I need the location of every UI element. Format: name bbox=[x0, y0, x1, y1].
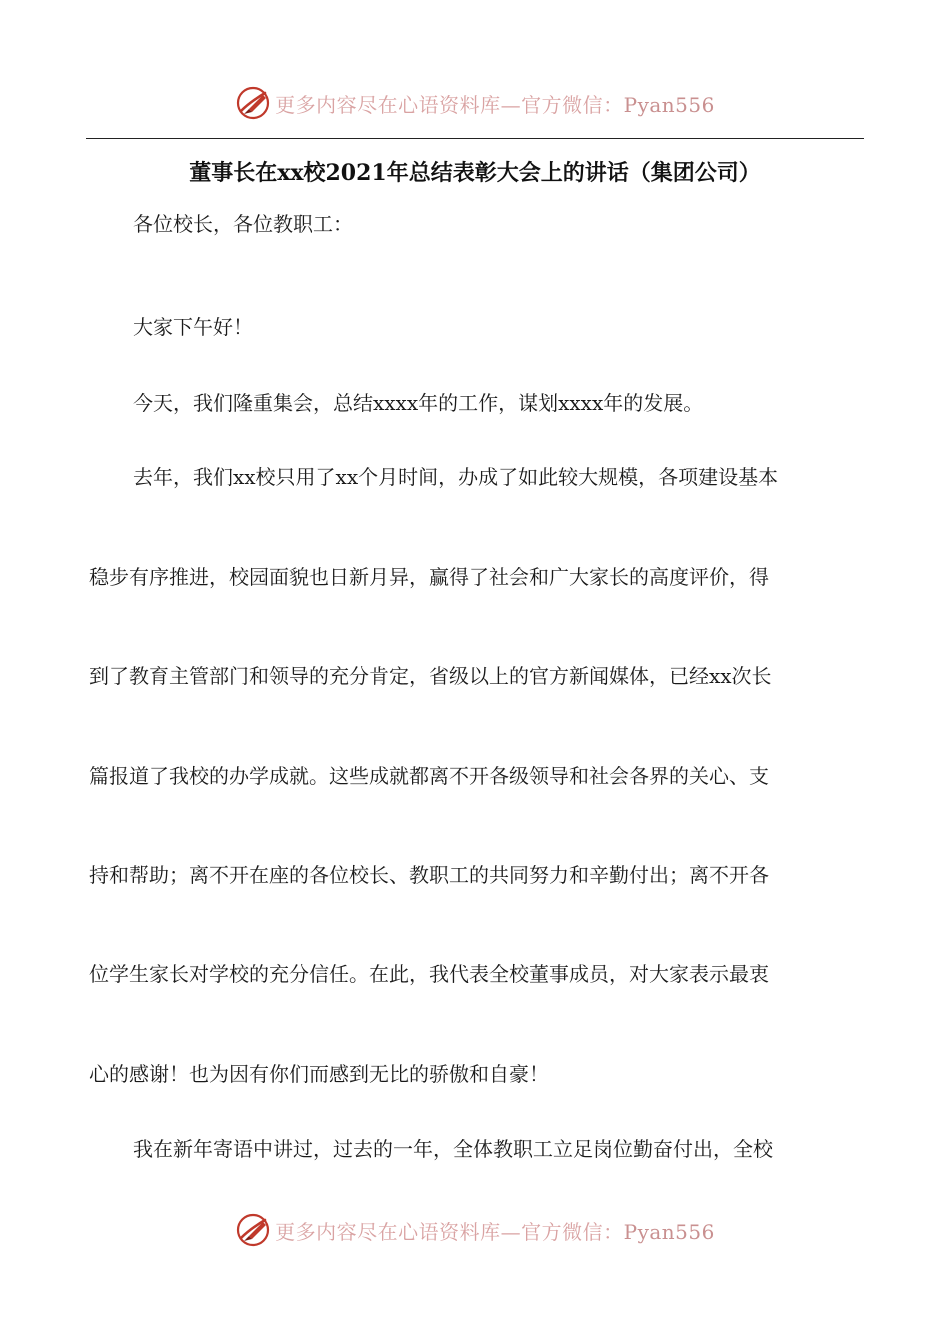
pen-logo-icon bbox=[235, 1212, 271, 1248]
paragraph-line: 到了教育主管部门和领导的充分肯定，省级以上的官方新闻媒体，已经xx次长 bbox=[89, 664, 772, 688]
document-title: 董事长在xx校2021年总结表彰大会上的讲话（集团公司） bbox=[189, 160, 761, 186]
banner-wechat-id: Pyan556 bbox=[623, 1219, 715, 1244]
banner-text bbox=[275, 89, 715, 118]
paragraph-line: 今天，我们隆重集会，总结xxxx年的工作，谋划xxxx年的发展。 bbox=[133, 391, 704, 415]
paragraph-line: 篇报道了我校的办学成就。这些成就都离不开各级领导和社会各界的关心、支 bbox=[89, 764, 769, 788]
greeting-line: 大家下午好！ bbox=[133, 315, 253, 339]
footer-banner bbox=[0, 1205, 950, 1255]
banner-slogan: 更多内容尽在心语资料库—官方微信： bbox=[275, 1219, 624, 1244]
banner-wechat-id: Pyan556 bbox=[623, 92, 715, 117]
salutation-line: 各位校长，各位教职工： bbox=[133, 212, 353, 236]
paragraph-line: 稳步有序推进，校园面貌也日新月异，赢得了社会和广大家长的高度评价，得 bbox=[89, 565, 769, 589]
header-banner bbox=[0, 78, 950, 128]
pen-logo-icon bbox=[235, 85, 271, 121]
paragraph-line: 持和帮助；离不开在座的各位校长、教职工的共同努力和辛勤付出；离不开各 bbox=[89, 863, 769, 887]
banner-slogan: 更多内容尽在心语资料库—官方微信： bbox=[275, 92, 624, 117]
paragraph-line: 去年，我们xx校只用了xx个月时间，办成了如此较大规模，各项建设基本 bbox=[133, 465, 779, 489]
header-divider bbox=[86, 138, 864, 139]
paragraph-line: 我在新年寄语中讲过，过去的一年，全体教职工立足岗位勤奋付出，全校 bbox=[133, 1137, 773, 1161]
banner-text bbox=[275, 1216, 715, 1245]
paragraph-line: 位学生家长对学校的充分信任。在此，我代表全校董事成员，对大家表示最衷 bbox=[89, 962, 769, 986]
paragraph-line: 心的感谢！也为因有你们而感到无比的骄傲和自豪！ bbox=[89, 1062, 549, 1086]
